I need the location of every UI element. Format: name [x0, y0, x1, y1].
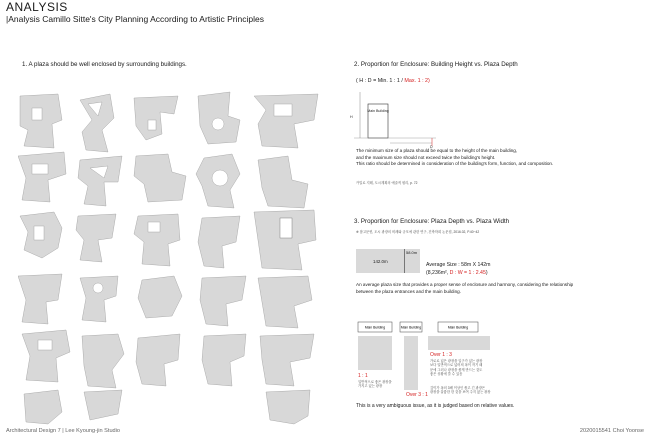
building-label: Main Building: [367, 109, 389, 113]
main-building-label-1: Main Building: [364, 325, 386, 330]
footer-student: 2020015541 Choi Yoonse: [579, 428, 644, 434]
plaza-area: (8,236m²,: [426, 269, 450, 276]
plaza-plan-26: [24, 390, 62, 424]
plaza-depth-line: [404, 249, 405, 273]
plaza-plan-23: [136, 334, 180, 386]
note-3a-line-4: 좋은 상황에 쓸 수 있음: [430, 372, 463, 377]
page-subtitle: |Analysis Camillo Sitte's City Planning According to Artistic Principles: [6, 14, 264, 24]
plaza-plan-5: [254, 94, 318, 148]
ratio-1-1-note-line-2: 가지고 있는 광장: [358, 384, 383, 389]
plaza-plan-1: [20, 94, 62, 148]
plaza-1-1: [358, 336, 392, 370]
plaza-plan-19: [200, 276, 246, 326]
plaza-plan-16: [18, 274, 62, 324]
section2-line-2: and the maximum size should not exceed twice the building's height.: [356, 154, 496, 160]
avg-size: Average Size : 58m X 142m: [426, 262, 491, 268]
plaza-plan-14: [198, 216, 240, 268]
ratio-over-1-3: Over 1 : 3: [430, 352, 452, 358]
main-building-label-2: Main Building: [400, 325, 422, 330]
section3-line-2: between the plaza entrances and the main building.: [356, 288, 461, 294]
ratio-max: Max. 1 : 2): [404, 78, 430, 84]
plaza-ratio: D : W = 1 : 2.45: [449, 269, 486, 276]
plaza-plan-6: [18, 152, 66, 202]
section2-line-1: The minimum size of a plaza should be equal to the height of the main building,: [356, 148, 518, 153]
section3-heading: 3. Proportion for Enclosure: Plaza Depth vs. Plaza Width: [354, 218, 510, 225]
plaza-depth-label: 58.0m: [406, 250, 418, 255]
section2-line-3: This ratio should be determined in consideration of the building's form, function, and composition.: [356, 161, 554, 167]
ratio-over-3-1: Over 3 : 1: [406, 392, 428, 398]
plaza-plan-7: [78, 156, 122, 206]
h-label: H: [350, 115, 353, 119]
note-3b-line-1: 깊이가 폭의 3배 이상인 좁고 긴 광장은: [430, 386, 486, 390]
plaza-plan-12: [76, 214, 116, 262]
ratio-min: ( H : D = Min. 1 : 1 /: [356, 78, 403, 84]
note-3a-line-2: 보다 일반적으로 넓어져 폭이 작기 때: [430, 363, 483, 368]
plaza-plan-28: [266, 390, 310, 424]
section1-heading: 1. A plaza should be well enclosed by surrounding buildings.: [22, 61, 187, 68]
plaza-plan-24: [202, 334, 246, 386]
plaza-plan-8: [134, 154, 186, 202]
section3-conclusion: This is a very ambiguous issue, as it is judged based on relative values.: [356, 403, 515, 409]
plaza-plan-10: [258, 156, 308, 208]
plaza-plan-25: [260, 334, 314, 386]
plaza-plan-15: [254, 210, 316, 270]
plaza-plan-2: [80, 94, 114, 152]
main-building-label-3: Main Building: [447, 325, 469, 330]
ratio-1-1-note: [358, 380, 392, 389]
footer-course: Architectural Design 7 | Lee Kyoung-jin Studio: [6, 428, 121, 434]
plaza-plan-11: [20, 212, 62, 258]
note-3a-line-3: 문에 그러나 광장을 좁게 만드는 것도: [430, 367, 483, 372]
section3-line-1: An average plaza size that provides a proper sense of enclosure and harmony, considering the relationship: [356, 282, 574, 287]
height-depth-diagram: [346, 90, 456, 150]
plaza-plan-3: [134, 96, 178, 140]
section2-heading: 2. Proportion for Enclosure: Building Height vs. Plaza Depth: [354, 61, 518, 68]
d-label: D: [430, 145, 433, 149]
plaza-plan-22: [82, 334, 124, 388]
plaza-plan-27: [84, 390, 122, 420]
section3-paragraph: [356, 282, 573, 295]
plaza-plan-21: [22, 330, 70, 382]
ratio-1-3-note-b: [430, 386, 491, 395]
page-title: ANALYSIS: [6, 0, 68, 14]
ratio-1-1: 1 : 1: [358, 373, 368, 379]
section3-source: ※ 참고문헌, 도시 광장의 비례와 규모에 관한 연구, 건축학회 논문집, 2016.02, P.40~42: [356, 230, 480, 234]
section2-ratio: [356, 78, 430, 86]
ratio-1-3-note-a: [430, 359, 482, 377]
section2-paragraph: [356, 148, 553, 168]
plaza-plan-20: [258, 276, 312, 328]
ratio-1-1-note-line-1: 일반적으로 좋은 광장을: [358, 380, 392, 384]
plaza-plan-18: [138, 276, 182, 318]
plaza-size-info: [426, 262, 491, 277]
note-3a-line-1: 가로로 넓은 광장을 입구가 있는 광장: [430, 359, 483, 363]
plaza-plan-4: [198, 92, 240, 144]
plaza-area-close: ): [485, 269, 488, 276]
plaza-plan-13: [134, 214, 180, 266]
plaza-3-1: [404, 336, 418, 390]
plaza-plan-17: [80, 276, 118, 322]
plaza-width-label: 142.0m: [373, 259, 388, 264]
section2-source: 카밀로 지테, 도시계획의 예술적 원리, p. 72: [356, 181, 418, 185]
plaza-plan-9: [196, 154, 240, 208]
plaza-plan-grid: [18, 90, 330, 426]
note-3b-line-2: 광장을 휼륭한 한 것을 보여 주지 않는 광장: [430, 390, 491, 395]
plaza-1-3: [428, 336, 490, 350]
